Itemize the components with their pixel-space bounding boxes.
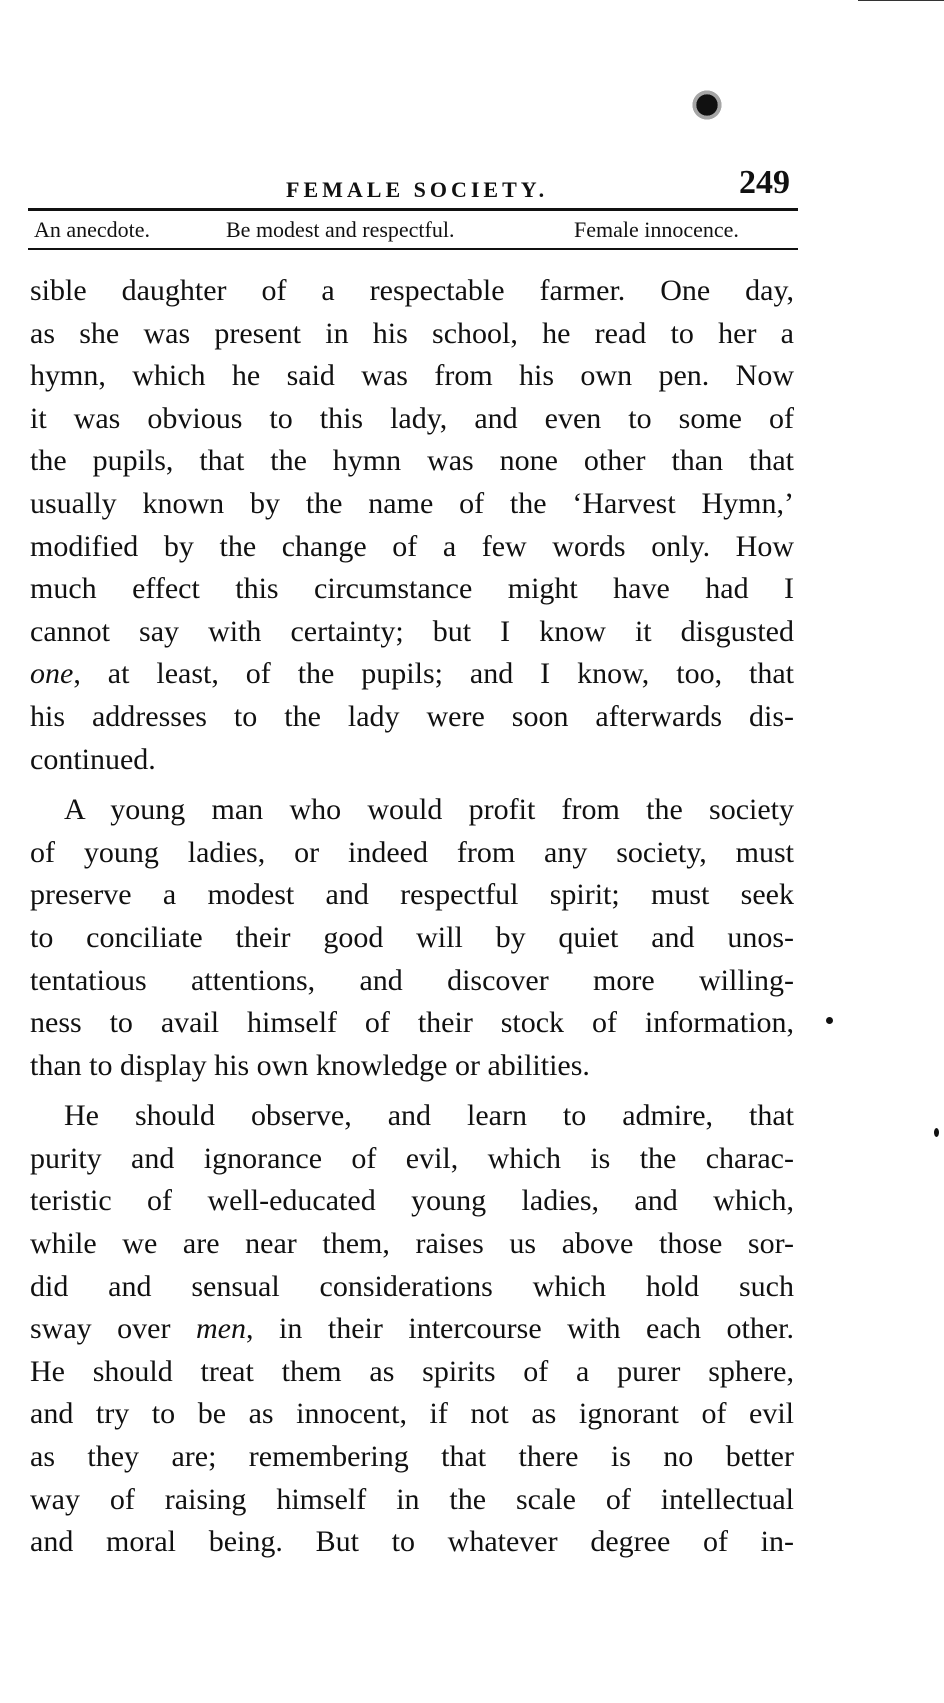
text-line: his addresses to the lady were soon afterwards dis- [30, 699, 794, 733]
text-line: He should treat them as spirits of a purer sphere, [30, 1354, 794, 1388]
text-line: and moral being. But to whatever degree of in- [30, 1525, 794, 1559]
text-line: He should observe, and learn to admire, that [64, 1099, 794, 1133]
paragraph [30, 789, 794, 1087]
text-line: purity and ignorance of evil, which is the charac- [30, 1141, 794, 1175]
text-line: A young man who would profit from the society [64, 793, 794, 827]
text-line: one, at least, of the pupils; and I know, too, that [30, 657, 794, 691]
text-line: preserve a modest and respectful spirit; must seek [30, 878, 794, 912]
body-text [30, 270, 794, 1564]
text-line: hymn, which he said was from his own pen. Now [30, 359, 794, 393]
page-number: 249 [739, 164, 790, 201]
ink-dot-mark [826, 1017, 833, 1024]
text-line: than to display his own knowledge or abilities. [30, 1048, 590, 1082]
text-line: way of raising himself in the scale of intellectual [30, 1482, 794, 1516]
paragraph [30, 270, 794, 781]
text-line: usually known by the name of the ‘Harvest Hymn,’ [30, 486, 794, 520]
text-line: and try to be as innocent, if not as ignorant of evil [30, 1397, 794, 1431]
text-line: did and sensual considerations which hold such [30, 1269, 794, 1303]
text-line: it was obvious to this lady, and even to some of [30, 401, 794, 435]
text-line: cannot say with certainty; but I know it disgusted [30, 614, 794, 648]
italic-word: men [196, 1312, 246, 1346]
ink-dot-mark [934, 1128, 939, 1137]
paragraph [30, 1095, 794, 1564]
paragraph-gap [30, 1087, 794, 1095]
text-line: of young ladies, or indeed from any society, must [30, 835, 794, 869]
text-line: much effect this circumstance might have had I [30, 572, 794, 606]
summary-line [28, 214, 798, 250]
paragraph-gap [30, 781, 794, 789]
text-line: ness to avail himself of their stock of information, [30, 1006, 794, 1040]
italic-word: one [30, 657, 74, 691]
top-edge-rule [858, 0, 944, 1]
running-header [28, 164, 798, 211]
summary-item: Female innocence. [574, 217, 739, 242]
text-line: tentatious attentions, and discover more willing- [30, 963, 794, 997]
text-line: modified by the change of a few words only. How [30, 529, 794, 563]
text-line: sible daughter of a respectable farmer. One day, [30, 274, 794, 307]
running-title: FEMALE SOCIETY. [286, 177, 549, 202]
text-line: as she was present in his school, he read to her a [30, 316, 794, 350]
text-line: to conciliate their good will by quiet and unos- [30, 920, 794, 954]
text-line: while we are near them, raises us above those sor- [30, 1227, 794, 1261]
text-line: the pupils, that the hymn was none other than that [30, 444, 794, 478]
summary-item: An anecdote. [34, 217, 151, 242]
text-line: sway over men, in their intercourse with each other. [30, 1312, 794, 1346]
text-line: as they are; remembering that there is no better [30, 1440, 794, 1474]
text-line: continued. [30, 742, 156, 776]
text-line: teristic of well-educated young ladies, and which, [30, 1184, 794, 1218]
summary-item: Be modest and respectful. [226, 217, 455, 242]
ink-blot-mark [684, 82, 729, 127]
